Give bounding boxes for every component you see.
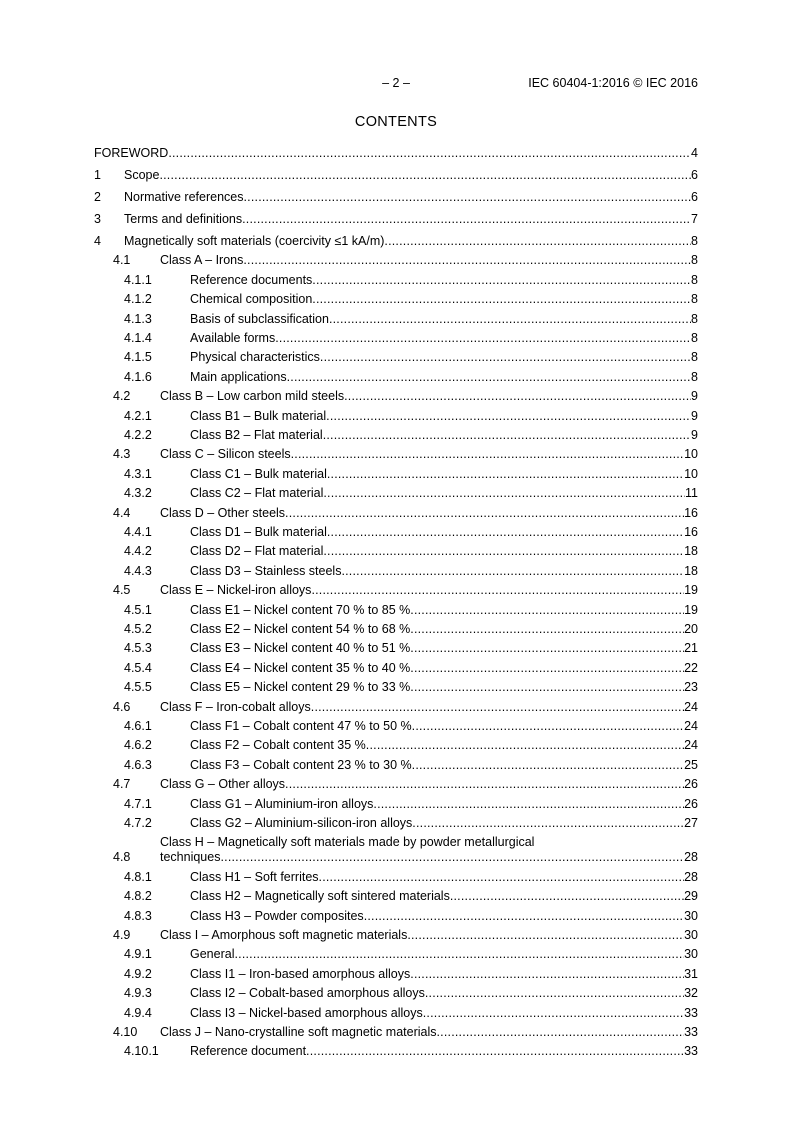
- dot-leader: [410, 679, 684, 695]
- toc-entry-page: 33: [684, 1044, 698, 1059]
- toc-entry-number: 4.3.2: [124, 486, 152, 501]
- toc-entry-number: 4.2.2: [124, 428, 152, 442]
- toc-entry-number: 4.2: [113, 389, 131, 404]
- toc-entry[interactable]: [0, 233, 698, 249]
- toc-entry-page: 26: [684, 777, 698, 792]
- toc-entry[interactable]: [0, 446, 698, 462]
- toc-entry-title: Class A – Irons: [160, 253, 244, 268]
- toc-entry-title: Class G – Other alloys: [160, 777, 286, 792]
- toc-entry-title: Scope: [124, 168, 160, 182]
- toc-entry-number: 4.1.6: [124, 369, 152, 384]
- toc-entry[interactable]: [0, 757, 698, 773]
- toc-entry-page: 11: [685, 486, 698, 501]
- dot-leader: [323, 427, 691, 443]
- dot-leader: [327, 524, 684, 540]
- toc-entry-number: 4.5.3: [124, 641, 152, 656]
- dot-leader: [323, 485, 685, 501]
- dot-leader: [364, 908, 684, 924]
- toc-entry[interactable]: [0, 466, 698, 482]
- dot-leader: [423, 1005, 684, 1021]
- toc-entry[interactable]: [0, 927, 698, 943]
- toc-entry-page: 19: [684, 602, 698, 617]
- toc-entry-number: 4.5.1: [124, 602, 152, 617]
- dot-leader: [344, 388, 691, 404]
- page-number: – 2 –: [382, 76, 410, 90]
- dot-leader: [327, 466, 684, 482]
- toc-entry-page: 31: [684, 966, 698, 981]
- toc-entry-title: Class I – Amorphous soft magnetic materials: [160, 928, 408, 942]
- toc-entry-title: Reference documents: [190, 272, 313, 287]
- toc-entry-page: 21: [684, 641, 698, 656]
- toc-entry-title: Class F1 – Cobalt content 47 % to 50 %: [190, 719, 412, 733]
- toc-entry-page: 30: [684, 908, 698, 923]
- dot-leader: [407, 927, 684, 943]
- toc-entry[interactable]: [0, 660, 698, 676]
- toc-entry-page: 16: [684, 525, 698, 539]
- toc-entry[interactable]: [0, 485, 698, 501]
- toc-entry-title: Class C2 – Flat material: [190, 486, 324, 501]
- toc-entry[interactable]: [0, 563, 698, 579]
- toc-entry-number: 4.9.1: [124, 947, 152, 962]
- toc-entry-page: 9: [691, 428, 698, 442]
- toc-entry-title: Class D – Other steels: [160, 505, 286, 520]
- toc-entry-page: 30: [684, 928, 698, 942]
- toc-entry[interactable]: [0, 737, 698, 753]
- toc-entry-title: Class E1 – Nickel content 70 % to 85 %: [190, 602, 411, 617]
- toc-entry[interactable]: [0, 679, 698, 695]
- toc-entry-page: 9: [691, 389, 698, 404]
- toc-entry-page: 32: [684, 986, 698, 1001]
- toc-entry-title: Available forms: [190, 331, 276, 345]
- toc-entry-page: 26: [684, 796, 698, 811]
- toc-entry-page: 8: [691, 234, 698, 248]
- toc-entry[interactable]: [0, 640, 698, 656]
- toc-entry[interactable]: [0, 369, 698, 385]
- toc-entry-title: Main applications: [190, 369, 287, 384]
- toc-entry-page: 6: [691, 168, 698, 182]
- toc-entry-page: 18: [684, 544, 698, 559]
- toc-entry-page: 6: [691, 190, 698, 204]
- toc-entry-number: 3: [94, 212, 101, 226]
- dot-leader: [412, 757, 684, 773]
- toc-entry-page: 33: [684, 1025, 698, 1039]
- toc-entry[interactable]: [0, 291, 698, 307]
- toc-entry[interactable]: [0, 330, 698, 346]
- toc-entry-number: 4.6.2: [124, 738, 152, 753]
- toc-entry-title: Class D1 – Bulk material: [190, 525, 327, 539]
- toc-entry-page: 24: [684, 738, 698, 753]
- dot-leader: [410, 602, 684, 618]
- dot-leader: [410, 966, 684, 982]
- toc-entry-page: 8: [691, 350, 698, 365]
- toc-entry-number: 4.1.2: [124, 292, 152, 307]
- toc-entry-title: Class B1 – Bulk material: [190, 408, 327, 423]
- toc-entry-number: 4.4.1: [124, 525, 152, 539]
- toc-entry[interactable]: [0, 966, 698, 982]
- toc-entry-title: Class E2 – Nickel content 54 % to 68 %: [190, 622, 411, 636]
- dot-leader: [366, 737, 684, 753]
- toc-entry-title: Class F2 – Cobalt content 35 %: [190, 738, 366, 753]
- toc-entry-page: 33: [684, 1005, 698, 1020]
- toc-entry-page: 23: [684, 680, 698, 695]
- dot-leader: [312, 272, 691, 288]
- toc-entry-number: 4: [94, 234, 101, 248]
- dot-leader: [323, 543, 684, 559]
- toc-entry-number: 4.5: [113, 583, 131, 598]
- toc-entry-title: Class G2 – Aluminium-silicon-iron alloys: [190, 816, 413, 830]
- toc-entry[interactable]: [0, 718, 698, 734]
- toc-entry-title: Class F3 – Cobalt content 23 % to 30 %: [190, 757, 412, 772]
- toc-entry-number: 4.7: [113, 777, 131, 792]
- toc-entry-title: Class F – Iron-cobalt alloys: [160, 699, 311, 714]
- toc-entry[interactable]: [0, 211, 698, 227]
- toc-entry[interactable]: [0, 1043, 698, 1059]
- toc-entry-page: 25: [684, 757, 698, 772]
- toc-entry[interactable]: [0, 167, 698, 183]
- toc-entry-title: Class B2 – Flat material: [190, 428, 323, 442]
- toc-entry-title: Class H1 – Soft ferrites: [190, 869, 319, 884]
- dot-leader: [329, 311, 691, 327]
- dot-leader: [410, 660, 684, 676]
- toc-entry-number: 4.9.4: [124, 1005, 152, 1020]
- page-title: CONTENTS: [354, 114, 438, 130]
- toc-entry-page: 8: [691, 292, 698, 307]
- toc-entry-number: 4.3.1: [124, 466, 152, 481]
- toc-entry[interactable]: [0, 985, 698, 1001]
- toc-entry[interactable]: [0, 145, 698, 161]
- toc-entry[interactable]: [0, 621, 698, 637]
- dot-leader: [384, 233, 691, 249]
- toc-entry[interactable]: [0, 349, 698, 365]
- toc-entry-page: 8: [691, 331, 698, 345]
- toc-entry-title: Class J – Nano-crystalline soft magnetic materials: [160, 1025, 437, 1039]
- toc-entry-page: 9: [691, 408, 698, 423]
- toc-entry-number: 4.8.3: [124, 908, 152, 923]
- toc-entry[interactable]: [0, 602, 698, 618]
- dot-leader: [275, 330, 691, 346]
- toc-entry-page: 19: [684, 583, 698, 598]
- toc-entry[interactable]: [0, 543, 698, 559]
- toc-entry-title: Class H3 – Powder composites: [190, 908, 364, 923]
- toc-entry[interactable]: [0, 776, 698, 792]
- toc-entry-title: Class D2 – Flat material: [190, 544, 324, 559]
- toc-entry-number: 4.4.2: [124, 544, 152, 559]
- toc-entry[interactable]: [0, 582, 698, 598]
- toc-entry-number: 4.8.1: [124, 869, 152, 884]
- toc-entry[interactable]: [0, 524, 698, 540]
- toc-entry-page: 16: [684, 505, 698, 520]
- dot-leader: [425, 985, 684, 1001]
- dot-leader: [234, 946, 684, 962]
- toc-entry-number: 4.1.3: [124, 311, 152, 326]
- toc-entry-title: FOREWORD: [94, 146, 169, 160]
- toc-entry-page: 27: [684, 816, 698, 830]
- toc-entry[interactable]: [0, 849, 698, 865]
- toc-entry-number: 1: [94, 168, 101, 182]
- toc-entry-title: Class E3 – Nickel content 40 % to 51 %: [190, 641, 411, 656]
- toc-entry[interactable]: [0, 311, 698, 327]
- dot-leader: [450, 888, 684, 904]
- toc-entry-title: Class B – Low carbon mild steels: [160, 389, 345, 404]
- dot-leader: [410, 621, 684, 637]
- copyright-notice: IEC 60404-1:2016 © IEC 2016: [528, 76, 698, 90]
- toc-entry-page: 8: [691, 311, 698, 326]
- dot-leader: [168, 145, 691, 161]
- toc-entry-number: 4.1.4: [124, 331, 152, 345]
- toc-entry-page: 22: [684, 660, 698, 675]
- toc-entry[interactable]: [0, 1024, 698, 1040]
- toc-entry-number: 4.1.1: [124, 272, 152, 287]
- toc-entry-page: 10: [684, 447, 698, 462]
- toc-entry[interactable]: [0, 388, 698, 404]
- toc-entry[interactable]: [0, 908, 698, 924]
- toc-entry-page: 30: [684, 947, 698, 962]
- toc-entry-page: 18: [684, 563, 698, 578]
- toc-entry[interactable]: [0, 946, 698, 962]
- toc-entry-title: Class E5 – Nickel content 29 % to 33 %: [190, 680, 411, 695]
- dot-leader: [242, 211, 691, 227]
- toc-entry-title: Class D3 – Stainless steels: [190, 563, 342, 578]
- dot-leader: [373, 796, 684, 812]
- toc-entry[interactable]: [0, 1005, 698, 1021]
- toc-entry-number: 4.5.4: [124, 660, 152, 675]
- toc-entry-title: Class E4 – Nickel content 35 % to 40 %: [190, 660, 411, 675]
- toc-entry-page: 8: [691, 369, 698, 384]
- toc-entry[interactable]: [0, 252, 698, 268]
- toc-entry-page: 4: [691, 146, 698, 160]
- toc-entry-number: 4.8: [113, 850, 131, 865]
- toc-entry-page: 24: [684, 719, 698, 733]
- toc-entry-number: 4.7.1: [124, 796, 152, 811]
- toc-entry-page: 28: [684, 869, 698, 884]
- dot-leader: [437, 1024, 685, 1040]
- dot-leader: [312, 291, 691, 307]
- toc-entry[interactable]: [0, 815, 698, 831]
- toc-entry-title: Physical characteristics: [190, 350, 320, 365]
- toc-entry-page: 20: [684, 622, 698, 636]
- toc-entry-page: 10: [684, 466, 698, 481]
- toc-entry-title: Class G1 – Aluminium-iron alloys: [190, 796, 374, 811]
- dot-leader: [306, 1043, 684, 1059]
- toc-entry[interactable]: [0, 408, 698, 424]
- toc-entry-page: 7: [691, 212, 698, 226]
- toc-entry-title: Class C1 – Bulk material: [190, 466, 327, 481]
- toc-entry-number: 4.6.3: [124, 757, 152, 772]
- toc-entry-page: 24: [684, 699, 698, 714]
- toc-entry-title: Normative references: [124, 190, 244, 204]
- toc-entry-number: 4.1.5: [124, 350, 152, 365]
- toc-entry-number: 4.4.3: [124, 563, 152, 578]
- toc-entry-title: Class I1 – Iron-based amorphous alloys: [190, 966, 411, 981]
- toc-entry-page: 8: [691, 272, 698, 287]
- toc-entry-number: 4.9.3: [124, 986, 152, 1001]
- dot-leader: [320, 349, 691, 365]
- toc-entry-number: 4.9.2: [124, 966, 152, 981]
- dot-leader: [319, 869, 685, 885]
- toc-entry-number: 4.4: [113, 505, 131, 520]
- toc-entry[interactable]: [0, 272, 698, 288]
- toc-entry-number: 4.9: [113, 928, 131, 942]
- toc-entry-title: Chemical composition: [190, 292, 313, 307]
- toc-entry[interactable]: [0, 869, 698, 885]
- toc-entry-title: Basis of subclassification: [190, 311, 329, 326]
- dot-leader: [244, 189, 692, 205]
- toc-entry[interactable]: [0, 427, 698, 443]
- toc-entry-number: 4.6.1: [124, 719, 152, 733]
- toc-entry-title: Terms and definitions: [124, 212, 243, 226]
- dot-leader: [412, 815, 684, 831]
- toc-entry-number: 4.7.2: [124, 816, 152, 830]
- dot-leader: [311, 582, 684, 598]
- dot-leader: [326, 408, 691, 424]
- toc-entry-title: Reference document: [190, 1044, 307, 1059]
- dot-leader: [410, 640, 684, 656]
- dot-leader: [341, 563, 684, 579]
- dot-leader: [412, 718, 684, 734]
- toc-entry-page: 28: [684, 850, 698, 865]
- dot-leader: [311, 699, 684, 715]
- toc-entry-title: Class I3 – Nickel-based amorphous alloys: [190, 1005, 423, 1020]
- toc-entry-title: Class E – Nickel-iron alloys: [160, 583, 312, 598]
- dot-leader: [220, 849, 684, 865]
- toc-entry-page: 8: [691, 253, 698, 268]
- dot-leader: [287, 369, 691, 385]
- dot-leader: [285, 505, 684, 521]
- toc-entry-number: 4.10.1: [124, 1044, 159, 1059]
- toc-entry-title: General: [190, 947, 235, 962]
- toc-entry-number: 4.3: [113, 447, 131, 462]
- toc-entry-number: 4.5.2: [124, 622, 152, 636]
- toc-entry-title: Magnetically soft materials (coercivity ≤1 kA/m): [124, 234, 385, 248]
- toc-entry[interactable]: [0, 796, 698, 812]
- toc-entry[interactable]: [0, 189, 698, 205]
- toc-entry-title: Class C – Silicon steels: [160, 447, 291, 462]
- toc-entry-title: Class H2 – Magnetically soft sintered materials: [190, 889, 450, 904]
- toc-entry-first-line: Class H – Magnetically soft materials made by powder metallurgical: [160, 835, 535, 850]
- toc-entry[interactable]: [0, 505, 698, 521]
- toc-entry[interactable]: [0, 888, 698, 904]
- toc-entry-number: 4.2.1: [124, 408, 152, 423]
- toc-entry-number: 4.6: [113, 699, 131, 714]
- dot-leader: [243, 252, 691, 268]
- toc-entry[interactable]: [0, 699, 698, 715]
- dot-leader: [291, 446, 684, 462]
- toc-entry-number: 4.8.2: [124, 889, 152, 904]
- toc-entry-number: 2: [94, 190, 101, 204]
- dot-leader: [159, 167, 691, 183]
- toc-entry-page: 29: [684, 889, 698, 904]
- toc-entry-title: Class I2 – Cobalt-based amorphous alloys: [190, 986, 425, 1001]
- toc-entry-number: 4.10: [113, 1025, 138, 1039]
- toc-entry-title: techniques: [160, 850, 221, 865]
- dot-leader: [285, 776, 684, 792]
- toc-entry-number: 4.5.5: [124, 680, 152, 695]
- toc-entry-number: 4.1: [113, 253, 131, 268]
